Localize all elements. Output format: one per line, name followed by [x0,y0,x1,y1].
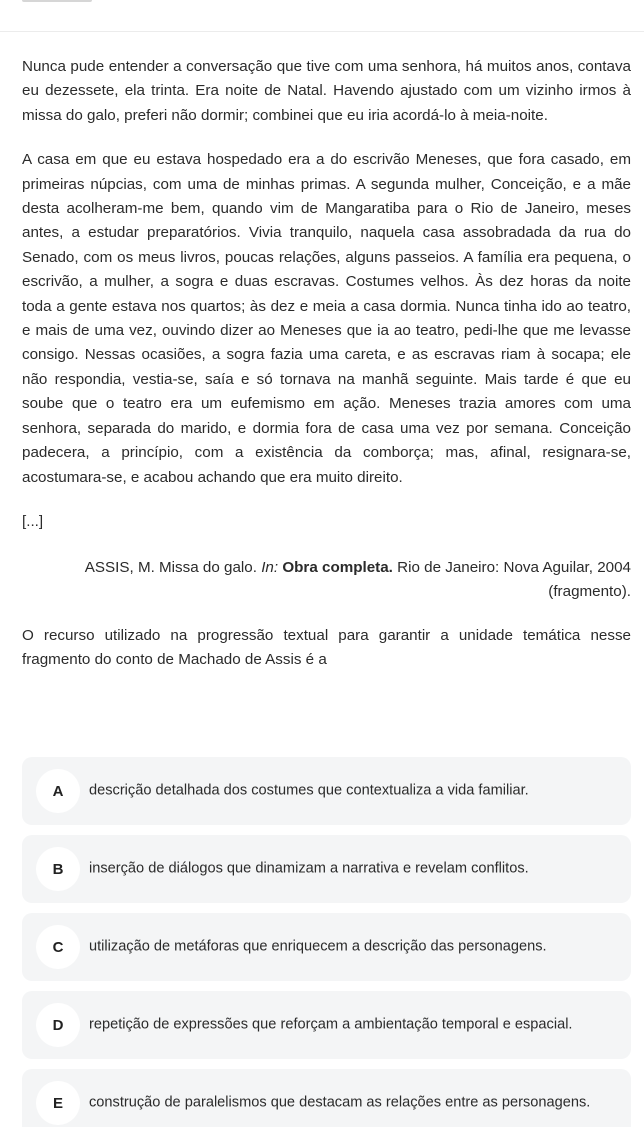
citation-author: ASSIS, M. Missa do galo. [84,558,257,576]
option-text: construção de paralelismos que destacam as relações entre as personagens. [89,1094,591,1111]
passage-paragraph-2: A casa em que eu estava hospedado era a do escrivão Meneses, que fora casado, em primeiras núpcias, com uma de minhas primas. A segunda mulher, Conceição, e a mãe desta acolheram-me bem, quando vim de Mangaratiba para o Rio de Janeiro, meses antes, a estudar preparatórios. Vivia tranquilo, naquela casa assobradada da rua do Senado, com os meus livros, poucas relações, alguns passeios. A família era pequena, o escrivão, a mulher, a sogra e duas escravas. Costumes velhos. Às dez horas da noite toda a gente estava nos quartos; às dez e meia a casa dormia. Nunca tinha ido ao teatro, e mais de uma vez, ouvindo dizer ao Meneses que ia ao teatro, pedi-lhe que me levasse consigo. Nessas ocasiões, a sogra fazia uma careta, e as escravas riam à socapa; ele não respondia, vestia-se, saía e só tornava na manhã seguinte. Mais tarde é que eu soube que o teatro era um eufemismo em ação. Meneses trazia amores com uma senhora, separada do marido, e dormia fora de casa uma vez por semana. Conceição padecera, a princípio, com a existência da comborça; mas, afinal, resignara-se, acostumara-se, e acabou achando que era muito direito. [22,151,631,486]
answer-options [22,757,631,1127]
top-bar [0,0,644,32]
option-d[interactable] [22,991,631,1059]
option-b[interactable] [22,835,631,903]
option-text: repetição de expressões que reforçam a ambientação temporal e espacial. [89,1016,573,1033]
option-a[interactable] [22,757,631,825]
question-content [22,55,631,673]
passage-ellipsis: [...] [22,512,44,530]
source-citation [22,556,631,605]
option-letter: E [36,1081,80,1125]
option-letter: C [36,925,80,969]
citation-note: (fragmento). [548,583,631,601]
option-text: utilização de metáforas que enriquecem a descrição das personagens. [89,938,547,955]
citation-work-title: Obra completa. [282,558,393,576]
option-letter: D [36,1003,80,1047]
passage-paragraph-1: Nunca pude entender a conversação que tive com uma senhora, há muitos anos, contava eu dezessete, ela trinta. Era noite de Natal. Havendo ajustado com um vizinho irmos à missa do galo, preferi não dormir; combinei que eu iria acordá-lo à meia-noite. [22,58,631,124]
top-bar-edge [22,0,92,2]
citation-publisher: Rio de Janeiro: Nova Aguilar, 2004 [397,558,631,576]
citation-in-label: In: [261,558,279,576]
option-letter: A [36,769,80,813]
option-c[interactable] [22,913,631,981]
option-e[interactable] [22,1069,631,1127]
option-letter: B [36,847,80,891]
option-text: descrição detalhada dos costumes que contextualiza a vida familiar. [89,782,529,799]
question-stem: O recurso utilizado na progressão textual para garantir a unidade temática nesse fragmento do conto de Machado de Assis é a [22,626,631,669]
option-text: inserção de diálogos que dinamizam a narrativa e revelam conflitos. [89,860,529,877]
